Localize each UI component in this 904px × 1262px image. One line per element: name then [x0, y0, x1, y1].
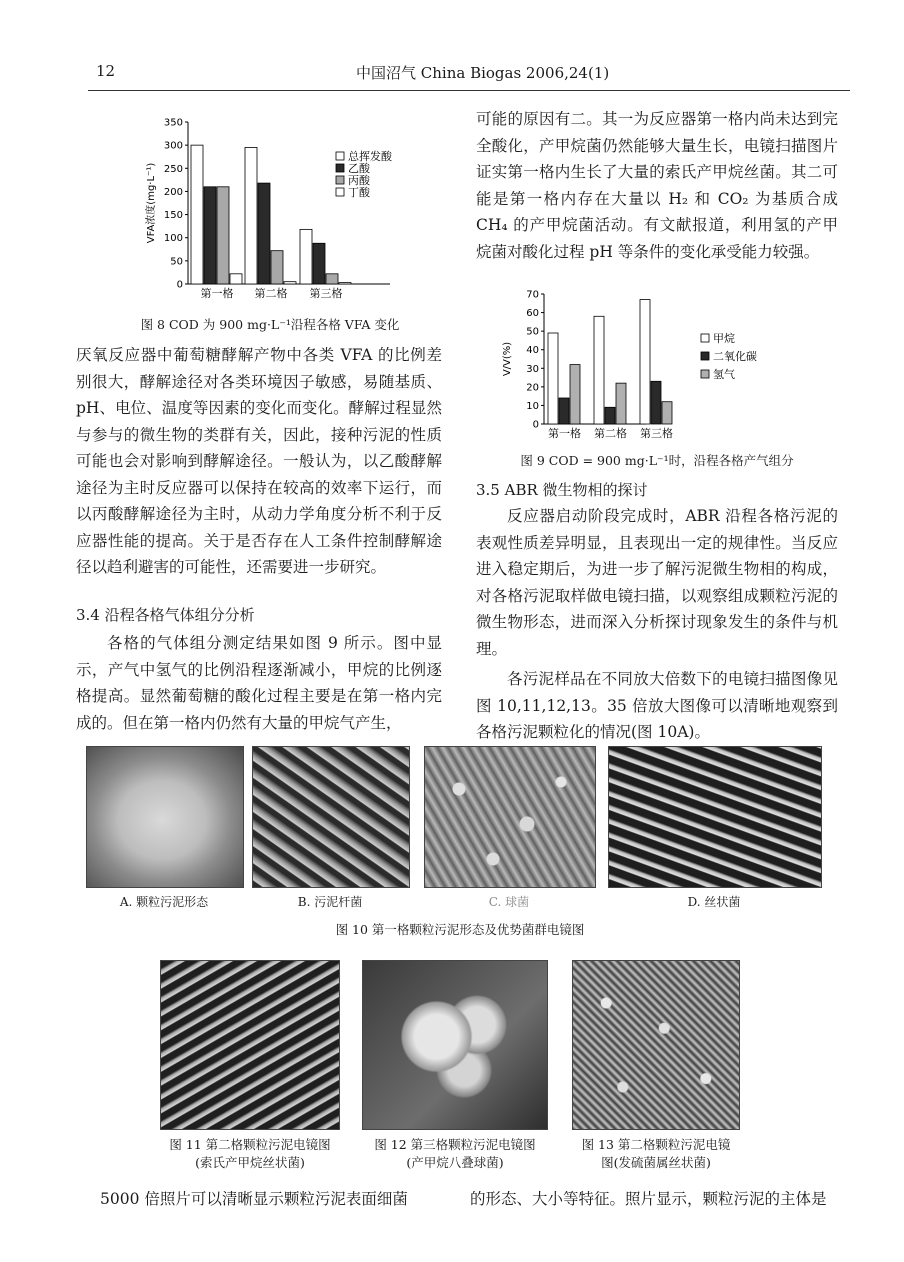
y-axis-label: VFA浓度(mg·L⁻¹): [146, 162, 157, 244]
bottom-text-left: 5000 倍照片可以清晰显示颗粒污泥表面细菌: [100, 1190, 408, 1208]
bar-丙酸: [326, 274, 338, 284]
bar-丙酸: [271, 251, 283, 284]
y-tick-label: 150: [163, 210, 183, 222]
fig12-caption: [348, 1136, 562, 1172]
fig12-caption-line2: (产甲烷八叠球菌): [406, 1155, 504, 1170]
legend-swatch: [336, 152, 344, 160]
legend-swatch: [336, 164, 344, 172]
x-tick-label: 第二格: [594, 427, 627, 440]
x-tick-label: 第三格: [640, 427, 673, 440]
left-para-2: 各格的气体组分测定结果如图 9 所示。图中显示，产气中氢气的比例沿程逐渐减小，甲烷的比例逐格提高。显然葡萄糖的酸化过程主要是在第一格内完成的。但在第一格内仍然有大量的甲烷气产生，: [76, 634, 442, 732]
bar-丁酸: [230, 274, 242, 284]
fig13-caption-line2: 图(发硫菌属丝状菌): [601, 1155, 711, 1170]
y-tick-label: 30: [526, 363, 539, 375]
fig8-caption: 图 8 COD 为 900 mg·L⁻¹沿程各格 VFA 变化: [140, 317, 400, 332]
bar-乙酸: [313, 243, 325, 284]
y-tick-label: 0: [532, 419, 539, 431]
right-column-bottom: [476, 503, 838, 746]
fig11-photo: [160, 960, 340, 1130]
fig10-photo-a: [86, 746, 244, 888]
fig12-photo: [362, 960, 548, 1130]
bar-二氧化碳: [651, 381, 661, 424]
fig10-label-c: C. 球菌: [488, 895, 530, 909]
bar-二氧化碳: [559, 398, 569, 424]
fig10-label-b: B. 污泥杆菌: [297, 895, 363, 909]
left-column: [76, 342, 442, 581]
fig11-caption-line1: 图 11 第二格颗粒污泥电镜图: [169, 1137, 331, 1152]
x-tick-label: 第三格: [309, 287, 343, 300]
y-tick-label: 250: [163, 163, 183, 175]
left-para-1: 厌氧反应器中葡萄糖酵解产物中各类 VFA 的比例差别很大，酵解途径对各类环境因子敏感，易随基质、pH、电位、温度等因素的变化而变化。酵解过程显然与参与的微生物的类群有关，因此，接种污泥的性质可能也会对影响到酵解途径。一般认为，以乙酸酵解途径为主时反应器可以保持在较高的效率下运行，而以丙酸酵解途径为主时，从动力学角度分析不利于反应器性能的提高。关于是否存在人工条件控制酵解途径以趋利避害的可能性，还需要进一步研究。: [76, 346, 442, 576]
bar-总挥发酸: [300, 229, 312, 284]
y-tick-label: 100: [163, 233, 183, 245]
right-para-1: 可能的原因有二。其一为反应器第一格内尚未达到完全酸化，产甲烷菌仍然能够大量生长，电镜扫描图片证实第一格内生长了大量的索氏产甲烷丝菌。其二可能是第一格内存在大量以 H₂ 和 CO₂ 为基质合成 CH₄ 的产甲烷菌活动。有文献报道，利用氢的产甲烷菌对酸化过程 pH 等条件的变化承受能力较强。: [476, 110, 838, 261]
legend-label: 总挥发酸: [348, 150, 392, 163]
header-rule: [88, 90, 850, 91]
x-tick-label: 第二格: [254, 287, 288, 300]
fig10-label-a: A. 颗粒污泥形态: [119, 895, 209, 909]
right-para-3: 各污泥样品在不同放大倍数下的电镜扫描图像见图 10,11,12,13。35 倍放大图像可以清晰地观察到各格污泥颗粒化的情况(图 10A)。: [476, 670, 838, 741]
y-tick-label: 0: [176, 279, 183, 291]
legend-swatch: [701, 334, 709, 342]
fig11-caption-line2: (索氏产甲烷丝状菌): [195, 1155, 305, 1170]
bar-甲烷: [640, 300, 650, 424]
legend-label: 甲烷: [713, 332, 735, 345]
bar-乙酸: [204, 187, 216, 284]
legend-label: 丁酸: [348, 186, 370, 199]
legend-label: 丙酸: [348, 174, 370, 187]
fig10-photo-b: [252, 746, 410, 888]
bar-甲烷: [548, 333, 558, 424]
bar-二氧化碳: [605, 407, 615, 424]
fig9-caption: 图 9 COD = 900 mg·L⁻¹时，沿程各格产气组分: [520, 453, 794, 468]
y-tick-label: 20: [526, 382, 539, 394]
x-tick-label: 第一格: [548, 427, 581, 440]
section-3-4-heading: 3.4 沿程各格气体组分分析: [76, 606, 255, 624]
bottom-text-right: 的形态、大小等特征。照片显示，颗粒污泥的主体是: [470, 1190, 827, 1208]
y-tick-label: 300: [163, 140, 183, 152]
y-tick-label: 60: [526, 308, 539, 320]
fig8-chart: [140, 112, 440, 310]
fig9-chart: [496, 284, 796, 448]
x-tick-label: 第一格: [200, 287, 234, 300]
y-tick-label: 40: [526, 345, 539, 357]
bar-丙酸: [217, 187, 229, 284]
left-para-2-wrap: [76, 630, 442, 736]
y-tick-label: 50: [526, 326, 539, 338]
bar-氢气: [616, 383, 626, 424]
fig12-caption-line1: 图 12 第三格颗粒污泥电镜图: [374, 1137, 536, 1152]
journal-header: 中国沼气 China Biogas 2006,24(1): [356, 64, 610, 82]
legend-swatch: [336, 188, 344, 196]
fig10-photo-d: [608, 746, 822, 888]
legend-swatch: [701, 370, 709, 378]
fig10-label-d: D. 丝状菌: [687, 895, 741, 909]
legend-label: 乙酸: [348, 162, 370, 175]
bar-丁酸: [284, 282, 296, 284]
right-para-2: 反应器启动阶段完成时，ABR 沿程各格污泥的表观性质差异明显，且表现出一定的规律性。当反应进入稳定期后，为进一步了解污泥微生物相的构成，对各格污泥取样做电镜扫描，以观察组成颗粒污泥的微生物形态，进而深入分析探讨现象发生的条件与机理。: [476, 507, 838, 658]
fig10-photo-c: [424, 746, 596, 888]
bar-甲烷: [594, 316, 604, 424]
y-tick-label: 70: [526, 289, 539, 301]
right-column-top: [476, 106, 838, 265]
fig10-caption: 图 10 第一格颗粒污泥形态及优势菌群电镜图: [335, 922, 585, 937]
fig13-caption-line1: 图 13 第二格颗粒污泥电镜: [581, 1137, 731, 1152]
y-tick-label: 10: [526, 400, 539, 412]
legend-swatch: [336, 176, 344, 184]
fig11-caption: [140, 1136, 360, 1172]
legend-label: 氢气: [713, 368, 735, 381]
y-tick-label: 50: [170, 256, 183, 268]
y-tick-label: 350: [163, 117, 183, 129]
page-number: 12: [96, 62, 116, 80]
bar-总挥发酸: [191, 145, 203, 284]
fig13-photo: [572, 960, 740, 1130]
y-axis-label: V/V(%): [502, 341, 513, 377]
bar-氢气: [570, 365, 580, 424]
section-3-5-heading: 3.5 ABR 微生物相的探讨: [476, 481, 648, 499]
y-tick-label: 200: [163, 186, 183, 198]
fig13-caption: [556, 1136, 756, 1172]
bar-氢气: [662, 402, 672, 424]
legend-label: 二氧化碳: [713, 350, 757, 363]
legend-swatch: [701, 352, 709, 360]
bar-丁酸: [339, 283, 351, 284]
bar-乙酸: [258, 183, 270, 284]
bar-总挥发酸: [245, 147, 257, 284]
